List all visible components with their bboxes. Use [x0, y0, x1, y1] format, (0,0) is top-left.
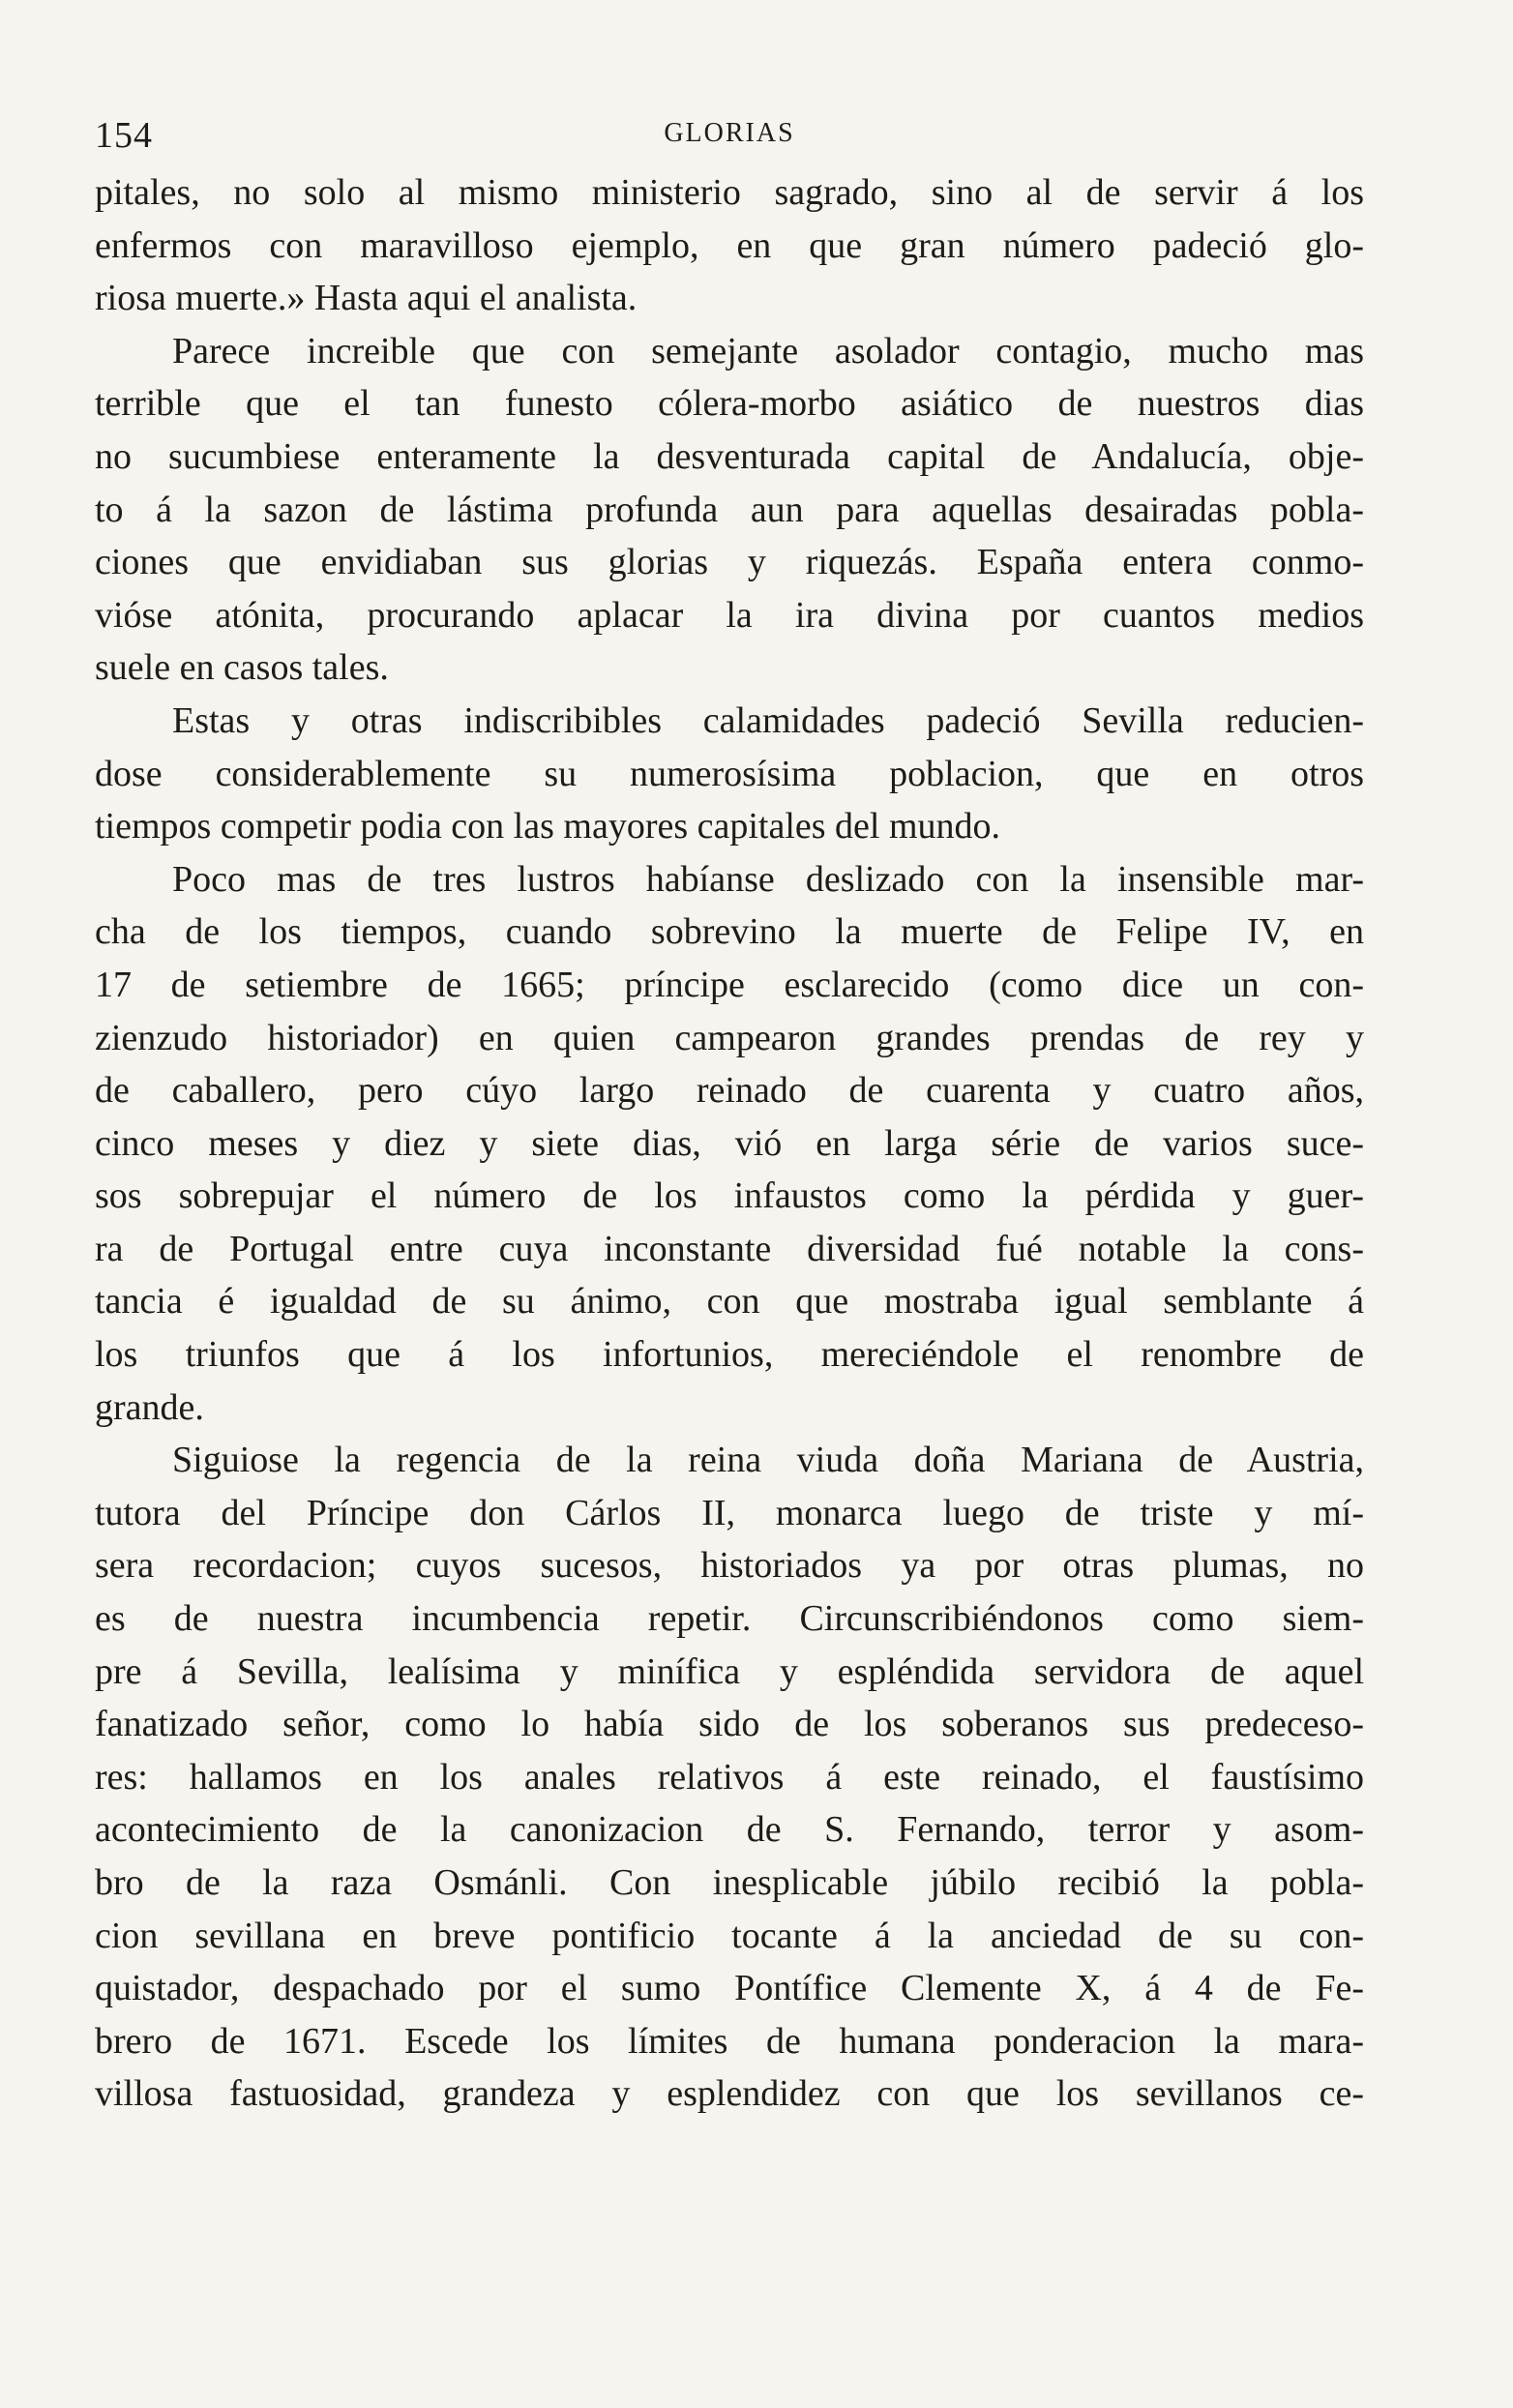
text-line: quistador, despachado por el sumo Pontífice Clemente X, á 4 de Fe-: [95, 1968, 1364, 2009]
text-line: los triunfos que á los infortunios, mereciéndole el renombre de: [95, 1334, 1364, 1376]
text-line: vióse atónita, procurando aplacar la ira divina por cuantos medios: [95, 594, 1364, 636]
text-line: enfermos con maravilloso ejemplo, en que gran número padeció glo-: [95, 224, 1364, 266]
text-line: ciones que envidiaban sus glorias y riquezás. España entera conmo-: [95, 542, 1364, 583]
running-head: [95, 114, 1364, 156]
running-title: GLORIAS: [664, 118, 795, 148]
text-line: suele en casos tales.: [95, 647, 389, 689]
text-line: Siguiose la regencia de la reina viuda doña Mariana de Austria,: [172, 1440, 1364, 1481]
text-line: cha de los tiempos, cuando sobrevino la muerte de Felipe IV, en: [95, 911, 1364, 953]
text-line: dose considerablemente su numerosísima poblacion, que en otros: [95, 753, 1364, 794]
text-line: sera recordacion; cuyos sucesos, historiados ya por otras plumas, no: [95, 1545, 1364, 1587]
book-page: [95, 114, 1364, 2121]
text-line: tancia é igualdad de su ánimo, con que mostraba igual semblante á: [95, 1281, 1364, 1323]
text-line: cinco meses y diez y siete dias, vió en larga série de varios suce-: [95, 1122, 1364, 1164]
text-line: de caballero, pero cúyo largo reinado de cuarenta y cuatro años,: [95, 1070, 1364, 1112]
body-text: [95, 166, 1364, 2121]
text-line: Parece increible que con semejante asolador contagio, mucho mas: [172, 330, 1364, 372]
text-line: riosa muerte.» Hasta aqui el analista.: [95, 278, 638, 319]
text-line: to á la sazon de lástima profunda aun para aquellas desairadas pobla-: [95, 489, 1364, 530]
text-line: 17 de setiembre de 1665; príncipe esclarecido (como dice un con-: [95, 964, 1364, 1005]
text-line: zienzudo historiador) en quien campearon grandes prendas de rey y: [95, 1017, 1364, 1058]
text-line: pitales, no solo al mismo ministerio sagrado, sino al de servir á los: [95, 172, 1364, 213]
text-line: grande.: [95, 1386, 204, 1428]
text-line: tiempos competir podia con las mayores capitales del mundo.: [95, 806, 1001, 847]
text-line: Poco mas de tres lustros habíanse deslizado con la insensible mar-: [172, 858, 1364, 900]
text-line: Estas y otras indiscribibles calamidades padeció Sevilla reducien-: [172, 699, 1364, 741]
text-line: fanatizado señor, como lo había sido de los soberanos sus predeceso-: [95, 1704, 1364, 1745]
text-line: terrible que el tan funesto cólera-morbo asiático de nuestros dias: [95, 383, 1364, 425]
text-line: tutora del Príncipe don Cárlos II, monarca luego de triste y mí-: [95, 1492, 1364, 1533]
text-line: ra de Portugal entre cuya inconstante diversidad fué notable la cons-: [95, 1228, 1364, 1269]
text-line: bro de la raza Osmánli. Con inesplicable júbilo recibió la pobla-: [95, 1862, 1364, 1903]
text-line: acontecimiento de la canonizacion de S. Fernando, terror y asom-: [95, 1809, 1364, 1851]
text-line: pre á Sevilla, lealísima y minífica y espléndida servidora de aquel: [95, 1650, 1364, 1692]
text-line: brero de 1671. Escede los límites de humana ponderacion la mara-: [95, 2020, 1364, 2062]
text-line: no sucumbiese enteramente la desventurada capital de Andalucía, obje-: [95, 435, 1364, 477]
page-number: 154: [95, 115, 153, 156]
text-line: res: hallamos en los anales relativos á este reinado, el faustísimo: [95, 1756, 1364, 1798]
text-line: sos sobrepujar el número de los infaustos como la pérdida y guer-: [95, 1175, 1364, 1217]
text-line: villosa fastuosidad, grandeza y esplendidez con que los sevillanos ce-: [95, 2073, 1364, 2115]
text-line: cion sevillana en breve pontificio tocante á la anciedad de su con-: [95, 1915, 1364, 1956]
text-line: es de nuestra incumbencia repetir. Circunscribiéndonos como siem-: [95, 1598, 1364, 1640]
